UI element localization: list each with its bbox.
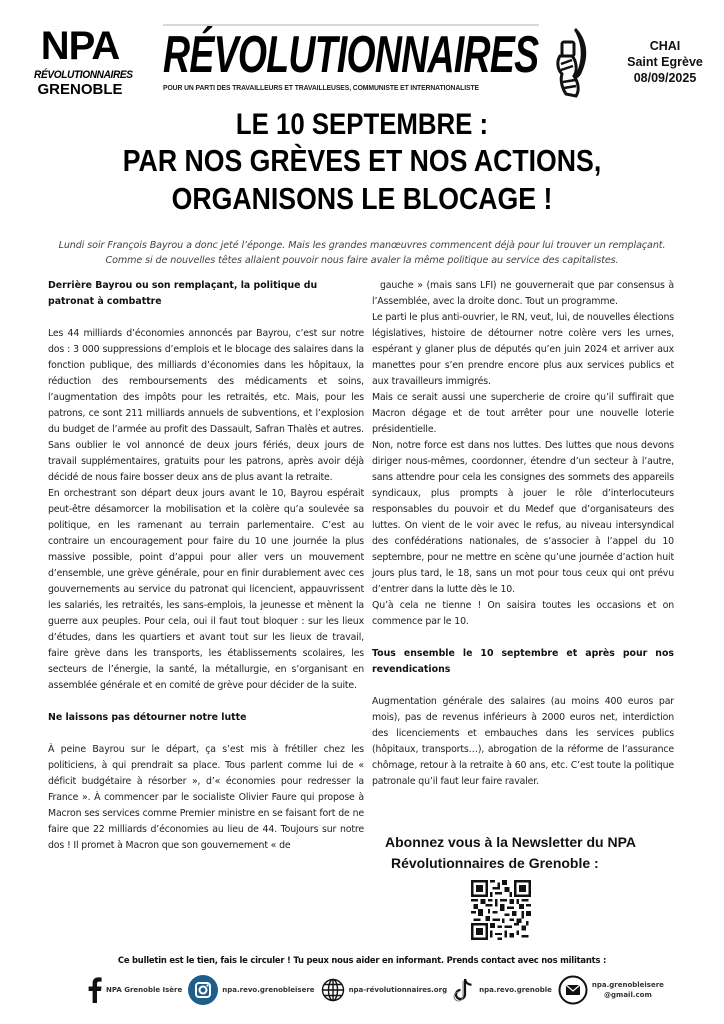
section-heading-3: Tous ensemble le 10 septembre et après pour nos revendications <box>372 648 674 675</box>
facebook-label: NPA Grenoble Isère <box>106 986 183 994</box>
location-town: Saint Egrève <box>627 55 703 69</box>
article-column-left <box>48 278 364 854</box>
instagram-icon <box>188 975 218 1005</box>
issue-date: 08/09/2025 <box>633 71 697 85</box>
email-label <box>592 980 664 1000</box>
section-heading-1: Derrière Bayrou ou son remplaçant, la politique du patronat à combattre <box>48 280 318 307</box>
website-link[interactable] <box>321 978 448 1002</box>
tiktok-label: npa.revo.grenoble <box>479 986 552 994</box>
email-link[interactable] <box>558 975 664 1005</box>
tiktok-icon <box>453 977 475 1003</box>
contact-bar <box>88 970 670 1010</box>
website-label: npa-révolutionnaires.org <box>348 986 448 994</box>
newsletter-line-1: Abonnez vous à la Newsletter du NPA <box>385 834 637 850</box>
paragraph: Non, notre force est dans nos luttes. Des luttes que nous devons diriger nous-mêmes, coordonner, étendre d’un secteur à l’autre, sans attendre pour cela les consignes des sommets des appareils syndicaux, plus prompts à jouer le rôle d’interlocuteurs responsables du pouvoir et du Medef que d’organisateurs des luttes. On vient de le voir avec le refus, au niveau intersyndical des confédérations nationales, de s’associer à l’appel du 10 septembre, pour ne mettre en scène qu’une journée d’action huit jours plus tard, le 18, sans un mot pour tous ceux qui ont prévu d’entrer dans la lutte dès le 10. <box>372 440 674 595</box>
paragraph: gauche » (mais sans LFI) ne gouvernerait que par consensus à l’Assemblée, avec la droite donc. Tout un programme. <box>372 280 674 307</box>
location-site: CHAI <box>649 39 681 53</box>
headline <box>0 108 724 218</box>
headline-line-1: LE 10 SEPTEMBRE : <box>235 108 489 141</box>
logo-npa: NPA <box>40 24 120 68</box>
location-date-block <box>615 38 715 86</box>
section-heading-2: Ne laissons pas détourner notre lutte <box>48 712 247 723</box>
facebook-icon <box>88 977 102 1003</box>
fist-sickle-icon <box>552 24 592 100</box>
headline-line-3: ORGANISONS LE BLOCAGE ! <box>171 181 553 216</box>
article-column-right <box>372 278 674 790</box>
globe-icon <box>321 978 345 1002</box>
headline-line-2: PAR NOS GRÈVES ET NOS ACTIONS, <box>122 143 602 178</box>
npa-grenoble-logo <box>30 24 133 98</box>
newsletter-callout <box>385 832 655 874</box>
lead-paragraph <box>20 238 704 268</box>
lead-line-1: Lundi soir François Bayrou a donc jeté l’éponge. Mais les grandes manœuvres commencent déjà pour lui trouver un remplaçant. <box>58 240 666 251</box>
masthead-title: RÉVOLUTIONNAIRES <box>163 26 539 84</box>
paragraph: Les 44 milliards d’économies annoncés par Bayrou, c’est sur notre dos : 3 000 suppressions d’emplois et le blocage des salaires dans la fonction publique, des milliards d’économies dans les hôpitaux, la réduction des remboursements des médicaments et soins, l’augmentation des impôts pour les retraités, etc. Mais, pour les patrons, ce sont 211 milliards annuels de subventions, et l’explosion du budget de l’armée au profit des Dassault, Safran Thalès et autres. Sans oublier le vol annoncé de deux jours fériés, deux jours de travail supplémentaires, gratuits pour les patrons, après avoir déjà décidé de nous faire bosser deux ans de plus avant la retraite. <box>48 328 364 483</box>
paragraph: À peine Bayrou sur le départ, ça s’est mis à frétiller chez les politiciens, à qui prendrait sa place. Tous parlent comme lui de « déficit budgétaire à résorber », d’« économies pour redresser la France ». À commencer par le socialiste Olivier Faure qui propose à Macron ses services comme Premier ministre en se faisant fort de ne faire que 22 milliards d’économies au lieu de 44. Toujours sur notre dos ! Il promet à Macron que son gouvernement « de <box>48 744 364 851</box>
qr-code-icon[interactable] <box>471 880 531 940</box>
logo-revolutionnaires: RÉVOLUTIONNAIRES <box>34 69 133 81</box>
paragraph: Le parti le plus anti-ouvrier, le RN, veut, lui, de nouvelles élections législatives, histoire de détourner notre colère vers les urnes, espérant y glaner plus de députés qu’en juin 2024 et arriver aux manettes pour s’en prendre encore plus aux services publics et aux travailleurs immigrés. <box>372 312 674 387</box>
paragraph: Augmentation générale des salaires (au moins 400 euros par mois), pas de revenus inférieurs à 2000 euros net, interdiction des licenciements et embauches dans les services publics (hôpitaux, transports…), abrogation de la réforme de l’assurance chômage, retour à la retraite à 60 ans, etc. C’est toute la politique patronale qu’il faut leur faire ravaler. <box>372 696 674 787</box>
instagram-label: npa.revo.grenobleisere <box>222 986 315 994</box>
footer-note: Ce bulletin est le tien, fais le circuler ! Tu peux nous aider en informant. Prends contact avec nos militants : <box>117 955 607 965</box>
paragraph: Mais ce serait aussi une supercherie de croire qu’il suffirait que Macron dégage et de tout arrêter pour une nouvelle loterie présidentielle. <box>372 392 674 435</box>
instagram-link[interactable] <box>188 975 314 1005</box>
newsletter-line-2: Révolutionnaires de Grenoble : <box>391 855 599 871</box>
paragraph: Qu’à cela ne tienne ! On saisira toutes les occasions et on commence par le 10. <box>372 600 674 627</box>
logo-grenoble: GRENOBLE <box>37 81 123 98</box>
masthead-tagline: POUR UN PARTI DES TRAVAILLEURS ET TRAVAILLEUSES, COMMUNISTE ET INTERNATIONALISTE <box>163 83 479 92</box>
email-label-line-2: @gmail.com <box>604 991 652 999</box>
email-label-line-1: npa.grenobleisere <box>591 981 664 989</box>
paragraph: En orchestrant son départ deux jours avant le 10, Bayrou espérait peut-être désamorcer la mobilisation et la colère qu’a soulevée sa politique, en les ramenant au terrain parlementaire. C’est au contraire un encouragement pour faire du 10 une journée la plus massive possible, point d’appui pour aller vers un mouvement d’ensemble, une grève générale, pour en finir durablement avec ces gouvernements au service du patronat qui licencient, appauvrissent les salariés, les retraités, les sans-emplois, la jeunesse et mènent la guerre aux peuples. Pour cela, oui il faut tout bloquer : sur les lieux d’études, dans les quartiers et avant tout sur les lieux de travail, faire grève dans les transports, les établissements scolaires, les secteurs de l’énergie, la santé, la métallurgie, en s’organisant en assemblée générale et en comité de grève pour décider de la suite. <box>48 488 364 691</box>
email-icon <box>558 975 588 1005</box>
facebook-link[interactable] <box>88 977 182 1003</box>
lead-line-2: Comme si de nouvelles têtes allaient pouvoir nous faire avaler la même politique au service des capitalistes. <box>105 255 619 266</box>
tiktok-link[interactable] <box>453 977 552 1003</box>
masthead <box>163 24 539 92</box>
